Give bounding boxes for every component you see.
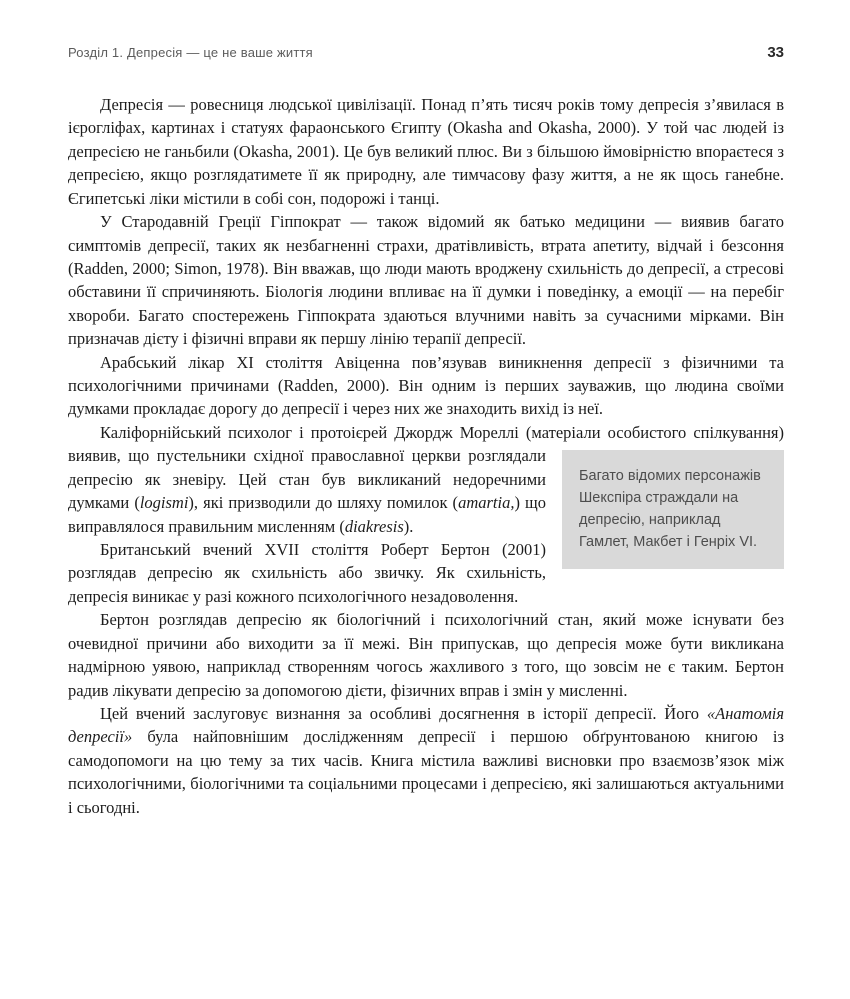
text-run: У Стародавній Греції Гіппократ — також відомий як батько медицини — виявив багато симптомів депресії, таких як незбагненні страхи, дратівливість, втрата апетиту, відчай і безсоння (Radden, 2000; Simon, 1978). Він вважав, що люди мають вроджену схильність до депресії, а стресові обставини її спричиняють. Біологія людини впливає на її думки і поведінку, а емоції — на перебіг хвороби. Багато спостережень Гіппократа здаються влучними навіть за сучасними мірками. Він призначав дієту і фізичні вправи як першу лінію терапії депресії.: [68, 212, 784, 349]
paragraph: [68, 351, 784, 421]
text-run: Каліфорнійський психолог і протоієрей Джордж Мореллі (матеріали особистого спілкування) виявив, що: [68, 422, 784, 466]
text-run: пустельники східної православної церкви розглядали депресію як зневіру. Цей стан був викликаний недоречними думками (: [68, 446, 546, 513]
text-run: Бертон розглядав депресію як біологічний і психологічний стан, який може існувати без очевидної причини або виходити за її межі. Він припускав, що депресія може бути викликана надмірною уявою, наприклад створенням чогось жахливого з того, що зовсім не є таким. Бертон радив лікувати депресію за допомогою дієти, фізичних вправ і змін у мисленні.: [68, 610, 784, 700]
page-header: [68, 44, 784, 61]
italic-term: amartia,: [458, 493, 515, 513]
paragraph: [68, 702, 784, 819]
text-run: Британський вчений XVII століття Роберт Бертон (2001) розглядав депресію як схильність або звичку. Як схильність, депресія виникає у разі кожного психологічного незадоволення.: [68, 540, 546, 606]
margin-note-box: [562, 450, 784, 569]
text-run: ).: [403, 516, 414, 536]
italic-term: diakresis: [344, 516, 404, 536]
body-text: [68, 93, 784, 819]
margin-note-text: Багато відомих персонажів Шекспіра страждали на депресію, наприклад Гамлет, Макбет і Генріх VI.: [579, 468, 761, 551]
text-run: Цей вчений заслуговує визнання за особливі досягнення в історії депресії. Його: [100, 703, 707, 723]
text-run: ) що виправлялося правильним мисленням (: [68, 493, 546, 536]
text-run: ), які призводили до шляху помилок (: [188, 493, 459, 513]
paragraph: [68, 608, 784, 702]
text-run: Депресія — ровесниця людської цивілізації. Понад п’ять тисяч років тому депресія з’явилася в ієрогліфах, картинах і статуях фараонського Єгипту (Okasha and Okasha, 2000). У той час людей із депресією не ганьбили (Okasha, 2001). Це був великий плюс. Ви з більшою ймовірністю впораєтеся з депресією, якщо розглядатимете її як природну, але тимчасову фазу життя, а не як щось ганебне. Єгипетські ліки містили в собі сон, подорожі і танці.: [68, 95, 784, 208]
italic-term: «Анатомія депресії»: [68, 703, 784, 747]
text-run: Арабський лікар XI століття Авіценна пов’язував виникнення депресії з фізичними та психологічними причинами (Radden, 2000). Він одним із перших зауважив, що людина своїми думками прокладає дорогу до депресії і через них же знаходить вихід із неї.: [68, 352, 784, 419]
paragraph: [68, 210, 784, 351]
paragraph: [68, 421, 784, 551]
italic-term: logismi: [139, 493, 189, 513]
page-number: 33: [767, 44, 784, 61]
running-head: Розділ 1. Депресія — це не ваше життя: [68, 45, 313, 60]
paragraph: [68, 93, 784, 210]
text-run: була найповнішим дослідженням депресії і першою обґрунтованою книгою із самодопомоги на цю тему за тих часів. Книга містила важливі висновки про взаємозв’язок між психологічними, біологічними та соціальними процесами і депресією, які залишаються актуальними і сьогодні.: [68, 727, 784, 817]
